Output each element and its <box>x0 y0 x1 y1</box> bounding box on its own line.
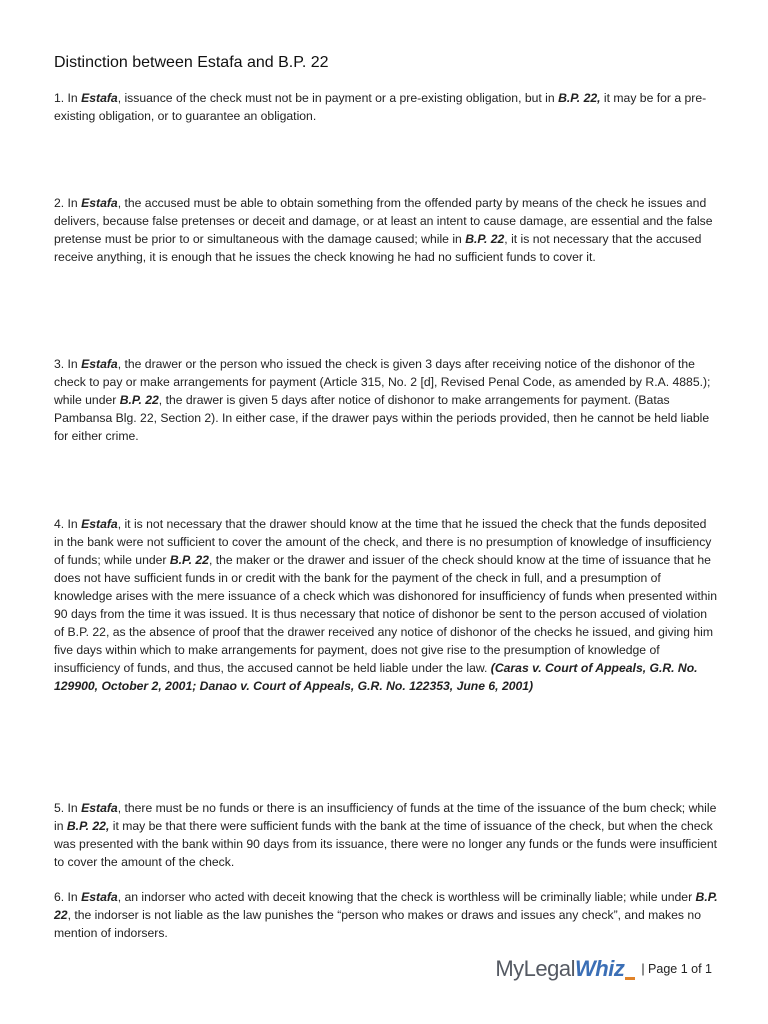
term-bp22: B.P. 22, <box>66 819 110 833</box>
term-bp22: B.P. 22 <box>465 232 505 246</box>
mylegalwhiz-logo: MyLegalWhiz <box>495 956 635 982</box>
case-citation: (Caras v. Court of Appeals, G.R. No. 129900, October 2, 2001; Danao v. Court of Appeals, G.R. No. 122353, June 6, 2001) <box>54 661 698 693</box>
paragraph-1: 1. In Estafa, issuance of the check must not be in payment or a pre-existing obligation, but in B.P. 22, it may be for a pre-existing obligation, or to guarantee an obligation. <box>54 91 707 123</box>
term-estafa: Estafa <box>81 801 118 815</box>
term-estafa: Estafa <box>81 196 118 210</box>
term-estafa: Estafa <box>81 890 118 904</box>
paragraph-4: 4. In Estafa, it is not necessary that the drawer should know at the time that he issued the check that the funds deposited in the bank were not sufficient to cover the amount of the check, and there is no presumption of knowledge of insufficiency of funds; while under B.P. 22, the maker or the drawer and issuer of the check should know at the time of issuance that he does not have sufficient funds in or credit with the bank for the payment of the check in full, and a presumption of knowledge arises with the mere issuance of a check which was dishonored for insufficiency of funds when presented within 90 days from the time it was issued. It is thus necessary that notice of dishonor be sent to the person accused of violation of B.P. 22, as the absence of proof that the drawer received any notice of dishonor of the checks he issued, and giving him five days within which to make arrangements for payment, does not give rise to the presumption of knowledge of insufficiency of funds, and thus, the accused cannot be held liable under the law. (Caras v. Court of Appeals, G.R. No. 129900, October 2, 2001; Danao v. Court of Appeals, G.R. No. 122353, June 6, 2001) <box>54 517 717 693</box>
term-estafa: Estafa <box>81 357 118 371</box>
term-bp22: B.P. 22 <box>169 553 209 567</box>
term-bp22: B.P. 22 <box>119 393 159 407</box>
term-estafa: Estafa <box>81 517 118 531</box>
paragraph-2: 2. In Estafa, the accused must be able to obtain something from the offended party by means of the check he issues and delivers, because false pretenses or deceit and damage, or at least an intent to cause damage, are essential and the false pretense must be prior to or simultaneous with the damage caused; while in B.P. 22, it is not necessary that the accused receive anything, it is enough that he issues the check knowing he had no sufficient funds to cover it. <box>54 196 713 264</box>
paragraph-5: 5. In Estafa, there must be no funds or there is an insufficiency of funds at the time of the issuance of the bum check; while in B.P. 22, it may be that there were sufficient funds with the bank at the time of issuance of the check, but when the check was presented with the bank within 90 days from its issuance, there were no longer any funds or the funds were insufficient to cover the amount of the check. <box>54 801 718 869</box>
page-footer <box>495 956 712 982</box>
term-bp22: B.P. 22 <box>54 890 718 922</box>
term-bp22: B.P. 22, <box>558 91 601 105</box>
term-estafa: Estafa <box>81 91 118 105</box>
document-title: Distinction between Estafa and B.P. 22 <box>54 54 329 71</box>
paragraph-3: 3. In Estafa, the drawer or the person who issued the check is given 3 days after receiving notice of the dishonor of the check to pay or make arrangements for payment (Article 315, No. 2 [d], Revised Penal Code, as amended by R.A. 4885.); while under B.P. 22, the drawer is given 5 days after notice of dishonor to make arrangements for payment. (Batas Pambansa Blg. 22, Section 2). In either case, if the drawer pays within the periods provided, then he cannot be held liable for either crime. <box>54 357 711 443</box>
page-number: | Page 1 of 1 <box>641 962 712 976</box>
logo-accent-mark <box>625 977 635 980</box>
paragraph-6: 6. In Estafa, an indorser who acted with deceit knowing that the check is worthless will be criminally liable; while under B.P. 22, the indorser is not liable as the law punishes the “person who makes or draws and issues any check”, and makes no mention of indorsers. <box>54 890 718 940</box>
